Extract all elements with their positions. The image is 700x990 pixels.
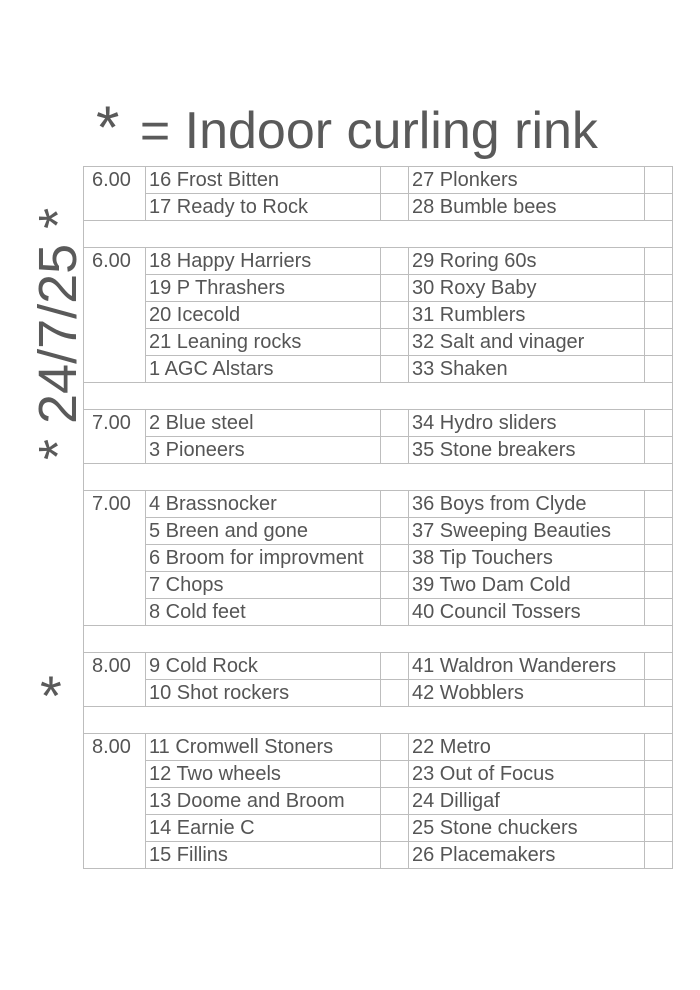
table-row <box>84 437 673 464</box>
group-separator <box>84 464 673 491</box>
score-box <box>645 761 673 788</box>
team-left: 12 Two wheels <box>146 761 381 788</box>
team-right: 30 Roxy Baby <box>409 275 645 302</box>
score-box <box>645 491 673 518</box>
time-slot: 6.00 <box>84 167 146 221</box>
score-box <box>645 815 673 842</box>
score-box <box>381 410 409 437</box>
team-right: 36 Boys from Clyde <box>409 491 645 518</box>
team-left: 19 P Thrashers <box>146 275 381 302</box>
team-right: 42 Wobblers <box>409 680 645 707</box>
group-separator <box>84 707 673 734</box>
score-box <box>645 329 673 356</box>
score-box <box>645 680 673 707</box>
team-left: 11 Cromwell Stoners <box>146 734 381 761</box>
team-left: 16 Frost Bitten <box>146 167 381 194</box>
team-right: 25 Stone chuckers <box>409 815 645 842</box>
team-right: 26 Placemakers <box>409 842 645 869</box>
score-box <box>645 167 673 194</box>
team-right: 37 Sweeping Beauties <box>409 518 645 545</box>
table-row <box>84 410 673 437</box>
time-slot: 6.00 <box>84 248 146 383</box>
score-box <box>381 302 409 329</box>
table-row <box>84 680 673 707</box>
score-box <box>645 194 673 221</box>
score-box <box>645 545 673 572</box>
table-row <box>84 572 673 599</box>
team-left: 21 Leaning rocks <box>146 329 381 356</box>
score-box <box>381 194 409 221</box>
table-row <box>84 599 673 626</box>
page-title <box>96 94 598 161</box>
team-left: 20 Icecold <box>146 302 381 329</box>
team-left: 2 Blue steel <box>146 410 381 437</box>
table-row <box>84 356 673 383</box>
team-left: 18 Happy Harriers <box>146 248 381 275</box>
separator-cell <box>84 707 673 734</box>
table-row <box>84 518 673 545</box>
team-right: 41 Waldron Wanderers <box>409 653 645 680</box>
score-box <box>381 572 409 599</box>
table-row <box>84 761 673 788</box>
team-left: 10 Shot rockers <box>146 680 381 707</box>
team-right: 23 Out of Focus <box>409 761 645 788</box>
team-left: 9 Cold Rock <box>146 653 381 680</box>
team-right: 22 Metro <box>409 734 645 761</box>
time-slot: 7.00 <box>84 491 146 626</box>
score-box <box>645 248 673 275</box>
table-row <box>84 167 673 194</box>
separator-cell <box>84 464 673 491</box>
team-left: 14 Earnie C <box>146 815 381 842</box>
time-slot: 7.00 <box>84 410 146 464</box>
title-text: = Indoor curling rink <box>139 102 598 160</box>
table-row <box>84 329 673 356</box>
table-row <box>84 815 673 842</box>
schedule-table <box>83 166 673 869</box>
score-box <box>381 437 409 464</box>
score-box <box>645 599 673 626</box>
score-box <box>381 653 409 680</box>
table-row <box>84 788 673 815</box>
score-box <box>645 734 673 761</box>
score-box <box>645 842 673 869</box>
score-box <box>645 572 673 599</box>
score-box <box>381 167 409 194</box>
table-row <box>84 653 673 680</box>
score-box <box>645 518 673 545</box>
score-box <box>381 599 409 626</box>
score-box <box>381 329 409 356</box>
team-right: 27 Plonkers <box>409 167 645 194</box>
team-left: 8 Cold feet <box>146 599 381 626</box>
table-row <box>84 275 673 302</box>
table-row <box>84 248 673 275</box>
score-box <box>645 356 673 383</box>
team-left: 6 Broom for improvment <box>146 545 381 572</box>
table-row <box>84 842 673 869</box>
team-right: 31 Rumblers <box>409 302 645 329</box>
team-right: 35 Stone breakers <box>409 437 645 464</box>
score-box <box>645 653 673 680</box>
team-right: 40 Council Tossers <box>409 599 645 626</box>
score-box <box>381 275 409 302</box>
team-left: 17 Ready to Rock <box>146 194 381 221</box>
separator-cell <box>84 221 673 248</box>
score-box <box>381 356 409 383</box>
group-separator <box>84 626 673 653</box>
score-box <box>381 518 409 545</box>
score-box <box>381 248 409 275</box>
team-right: 34 Hydro sliders <box>409 410 645 437</box>
table-row <box>84 545 673 572</box>
score-box <box>381 491 409 518</box>
team-right: 28 Bumble bees <box>409 194 645 221</box>
indoor-rink-marker-star: * <box>40 664 62 727</box>
table-row <box>84 734 673 761</box>
team-right: 33 Shaken <box>409 356 645 383</box>
score-box <box>381 680 409 707</box>
score-box <box>645 302 673 329</box>
table-row <box>84 302 673 329</box>
score-box <box>381 545 409 572</box>
group-separator <box>84 383 673 410</box>
time-slot: 8.00 <box>84 653 146 707</box>
time-slot: 8.00 <box>84 734 146 869</box>
team-right: 38 Tip Touchers <box>409 545 645 572</box>
team-right: 24 Dilligaf <box>409 788 645 815</box>
score-box <box>645 410 673 437</box>
team-right: 32 Salt and vinager <box>409 329 645 356</box>
table-row <box>84 491 673 518</box>
score-box <box>645 788 673 815</box>
score-box <box>381 815 409 842</box>
team-left: 15 Fillins <box>146 842 381 869</box>
score-box <box>381 734 409 761</box>
side-date-label: * 24/7/25 * <box>28 207 88 460</box>
table-row <box>84 194 673 221</box>
team-left: 4 Brassnocker <box>146 491 381 518</box>
separator-cell <box>84 626 673 653</box>
separator-cell <box>84 383 673 410</box>
team-right: 29 Roring 60s <box>409 248 645 275</box>
team-left: 13 Doome and Broom <box>146 788 381 815</box>
team-left: 3 Pioneers <box>146 437 381 464</box>
score-box <box>381 761 409 788</box>
score-box <box>381 788 409 815</box>
score-box <box>381 842 409 869</box>
team-left: 1 AGC Alstars <box>146 356 381 383</box>
indoor-rink-star-icon: * <box>96 94 120 161</box>
team-left: 7 Chops <box>146 572 381 599</box>
group-separator <box>84 221 673 248</box>
score-box <box>645 275 673 302</box>
team-left: 5 Breen and gone <box>146 518 381 545</box>
team-right: 39 Two Dam Cold <box>409 572 645 599</box>
score-box <box>645 437 673 464</box>
